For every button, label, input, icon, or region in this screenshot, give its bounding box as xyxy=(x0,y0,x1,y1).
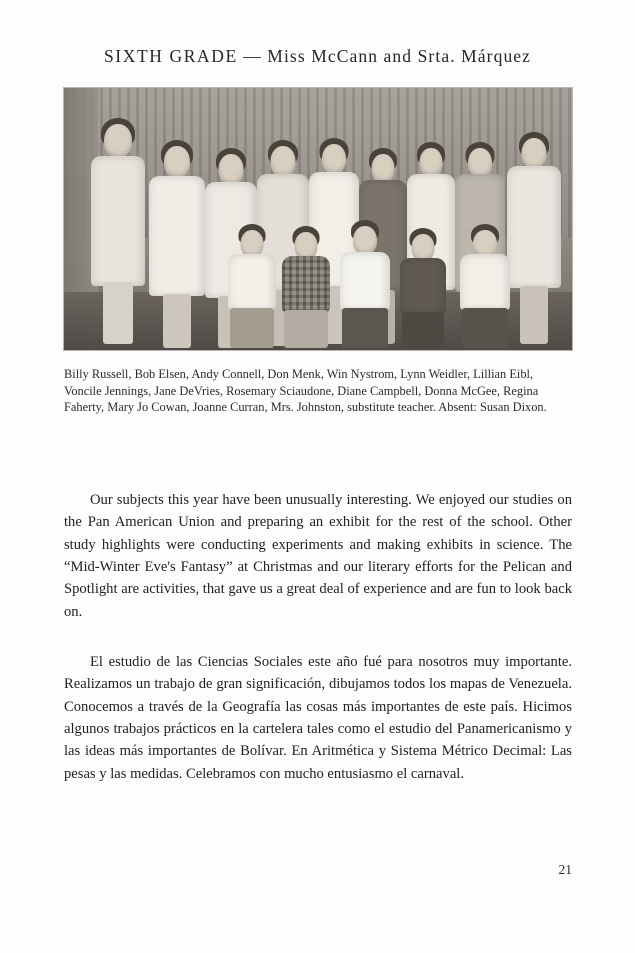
class-photo xyxy=(64,88,572,350)
page-title-grade: SIXTH GRADE xyxy=(103,46,238,66)
page-title-teachers: Miss McCann and Srta. Márquez xyxy=(267,46,532,66)
photo-caption: Billy Russell, Bob Elsen, Andy Connell, Don Menk, Win Nystrom, Lynn Weidler, Lillian Eibl, Voncile Jennings, Jane DeVries, Rosemary Sciaudone, Diane Campbell, Donna McGee, Regina Faherty, Mary Jo Cowan, Joanne Curran, Mrs. Johnston, substitute teacher. Absent: Susan Dixon. xyxy=(64,367,547,414)
person-figure xyxy=(456,222,514,350)
class-photo-image xyxy=(64,88,572,350)
person-figure xyxy=(336,220,394,350)
person-figure xyxy=(86,112,150,350)
page-number: 21 xyxy=(558,862,572,877)
person-figure xyxy=(278,224,334,350)
person-figure xyxy=(224,222,280,350)
person-figure xyxy=(146,118,208,350)
page-title-dash: — xyxy=(237,46,268,66)
person-figure xyxy=(396,226,450,350)
paragraph-spanish: El estudio de las Ciencias Sociales este año fué para nosotros muy importante. Realizamos un trabajo de gran significación, dibujamos todos los mapas de Venezuela. Conocemos a través de la Geografía las cosas más importantes de este país. Hicimos algunos trabajos prácticos en la cartelera tales como el estudio del Panamericanismo y las ideas más importantes de Bolívar. En Aritmética y Sistema Métrico Decimal: Las pesas y las medidas. Celebramos con mucho entusiasmo el carnaval. xyxy=(64,654,572,782)
page-title xyxy=(0,46,635,67)
paragraph-english: Our subjects this year have been unusually interesting. We enjoyed our studies on the Pan American Union and preparing an exhibit for the rest of the school. Other study highlights were conducting experiments and making exhibits in science. The “Mid-Winter Eve's Fantasy” at Christmas and our literary efforts for the Pelican and Spotlight are activities, that gave us a great deal of experience and are fun to look back on. xyxy=(64,492,572,620)
